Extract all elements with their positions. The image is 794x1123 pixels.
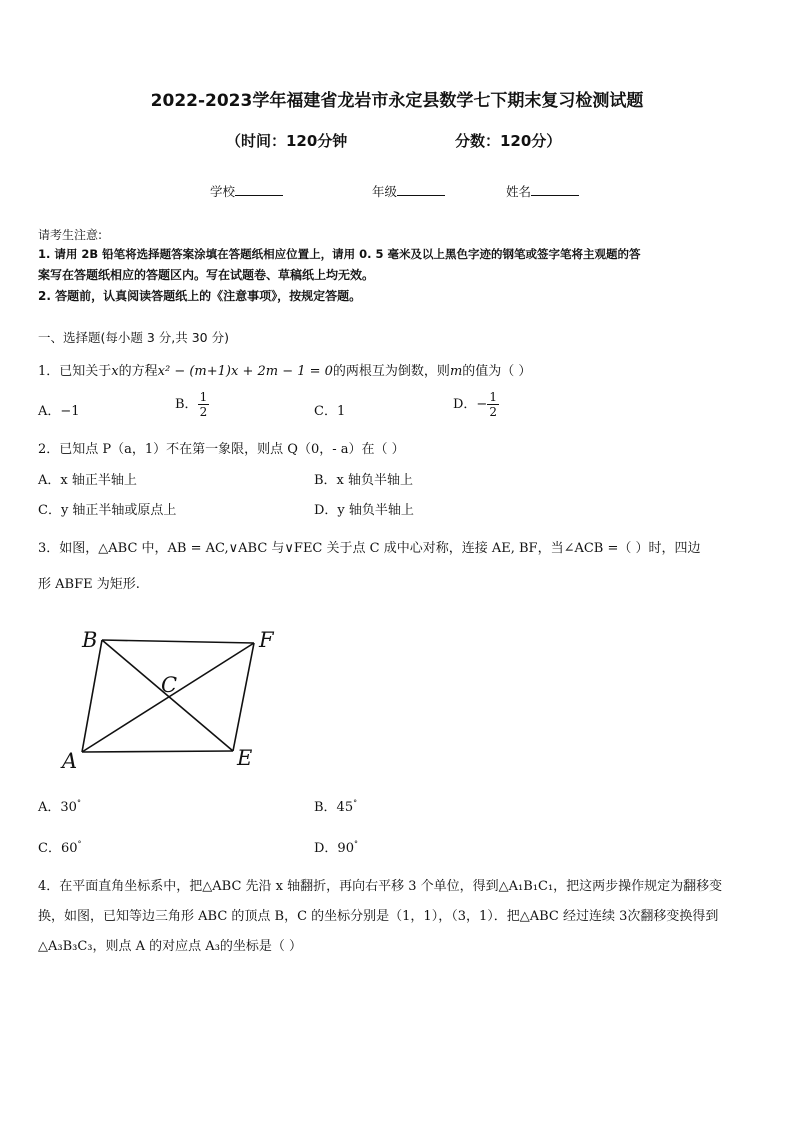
question-1: 1．已知关于x的方程x² − (m+1)x + 2m − 1 = 0的两根互为倒数，则m的值为（ ） bbox=[38, 364, 532, 379]
q1-option-b[interactable]: B． $\frac{1}{2}$ bbox=[175, 390, 208, 419]
q3-option-a[interactable]: A．30° bbox=[38, 798, 81, 815]
label-b: B bbox=[82, 628, 98, 652]
segment-fe bbox=[233, 643, 254, 751]
question-4-line-1: 4．在平面直角坐标系中，把△ABC 先沿 x 轴翻折，再向右平移 3 个单位，得到△A₁B₁C₁，把这两步操作规定为翻移变 bbox=[38, 879, 723, 894]
section-heading: 一、选择题(每小题 3 分,共 30 分) bbox=[38, 330, 229, 345]
q2-option-d[interactable]: D．y 轴负半轴上 bbox=[314, 503, 414, 518]
fraction: $\frac{1}{2}$ bbox=[489, 390, 497, 419]
segment-bf bbox=[102, 640, 254, 643]
q1-option-c[interactable]: C．1 bbox=[314, 404, 346, 419]
fraction: $\frac{1}{2}$ bbox=[199, 390, 208, 419]
question-3-line-2: 形 ABFE 为矩形. bbox=[38, 577, 140, 592]
school-field bbox=[210, 182, 283, 200]
question-3-line-1: 3．如图，△ABC 中，AB = AC,∨ABC 与∨FEC 关于点 C 成中心对称，连接 AE, BF，当∠ACB =（ ）时，四边 bbox=[38, 541, 701, 556]
grade-blank[interactable] bbox=[397, 183, 445, 196]
school-blank[interactable] bbox=[235, 183, 283, 196]
page-title: 2022-2023学年福建省龙岩市永定县数学七下期末复习检测试题 bbox=[150, 91, 644, 111]
grade-field bbox=[372, 182, 445, 200]
segment-ae bbox=[82, 751, 233, 752]
q2-option-b[interactable]: B．x 轴负半轴上 bbox=[314, 473, 414, 488]
label-f: F bbox=[259, 628, 274, 652]
q3-option-c[interactable]: C．60° bbox=[38, 839, 82, 856]
question-4-line-2: 换，如图，已知等边三角形 ABC 的顶点 B，C 的坐标分别是（1，1），（3，1）．把△ABC 经过连续 3次翻移变换得到 bbox=[38, 909, 719, 924]
segment-ba bbox=[82, 640, 102, 752]
notice-line-1a: 1. 请用 2B 铅笔将选择题答案涂填在答题纸相应位置上，请用 0. 5 毫米及以上黑色字迹的钢笔或签字笔将主观题的答 bbox=[38, 247, 641, 261]
segment-af bbox=[82, 643, 254, 752]
score-label: 分数：120分） bbox=[455, 132, 562, 150]
notice-line-2: 2. 答题前，认真阅读答题纸上的《注意事项》，按规定答题。 bbox=[38, 289, 362, 303]
label-a: A bbox=[62, 749, 78, 773]
notice-heading: 请考生注意: bbox=[38, 228, 103, 242]
time-label: （时间：120分钟 bbox=[226, 132, 348, 150]
q1-option-d[interactable]: D．− $\frac{1}{2}$ bbox=[453, 390, 497, 419]
q3-option-b[interactable]: B．45° bbox=[314, 798, 358, 815]
label-c: C bbox=[161, 673, 178, 697]
notice-line-1b: 案写在答题纸相应的答题区内。写在试题卷、草稿纸上均无效。 bbox=[38, 268, 375, 282]
name-blank[interactable] bbox=[531, 183, 579, 196]
question-4-line-3: △A₃B₃C₃，则点 A 的对应点 A₃的坐标是（ ） bbox=[38, 939, 303, 954]
q3-figure bbox=[55, 620, 295, 780]
grade-label: 年级 bbox=[372, 184, 398, 199]
name-label: 姓名 bbox=[506, 184, 532, 199]
q2-option-c[interactable]: C．y 轴正半轴或原点上 bbox=[38, 503, 177, 518]
q1-equation: x² − (m+1)x + 2m − 1 = 0 bbox=[157, 364, 333, 379]
school-label: 学校 bbox=[210, 184, 236, 199]
label-e: E bbox=[237, 746, 253, 770]
question-2: 2．已知点 P（a，1）不在第一象限，则点 Q（0，- a）在（ ） bbox=[38, 442, 405, 457]
q1-option-a[interactable]: A．−1 bbox=[38, 404, 80, 419]
name-field bbox=[506, 182, 579, 200]
q3-option-d[interactable]: D．90° bbox=[314, 839, 358, 856]
q2-option-a[interactable]: A．x 轴正半轴上 bbox=[38, 473, 137, 488]
